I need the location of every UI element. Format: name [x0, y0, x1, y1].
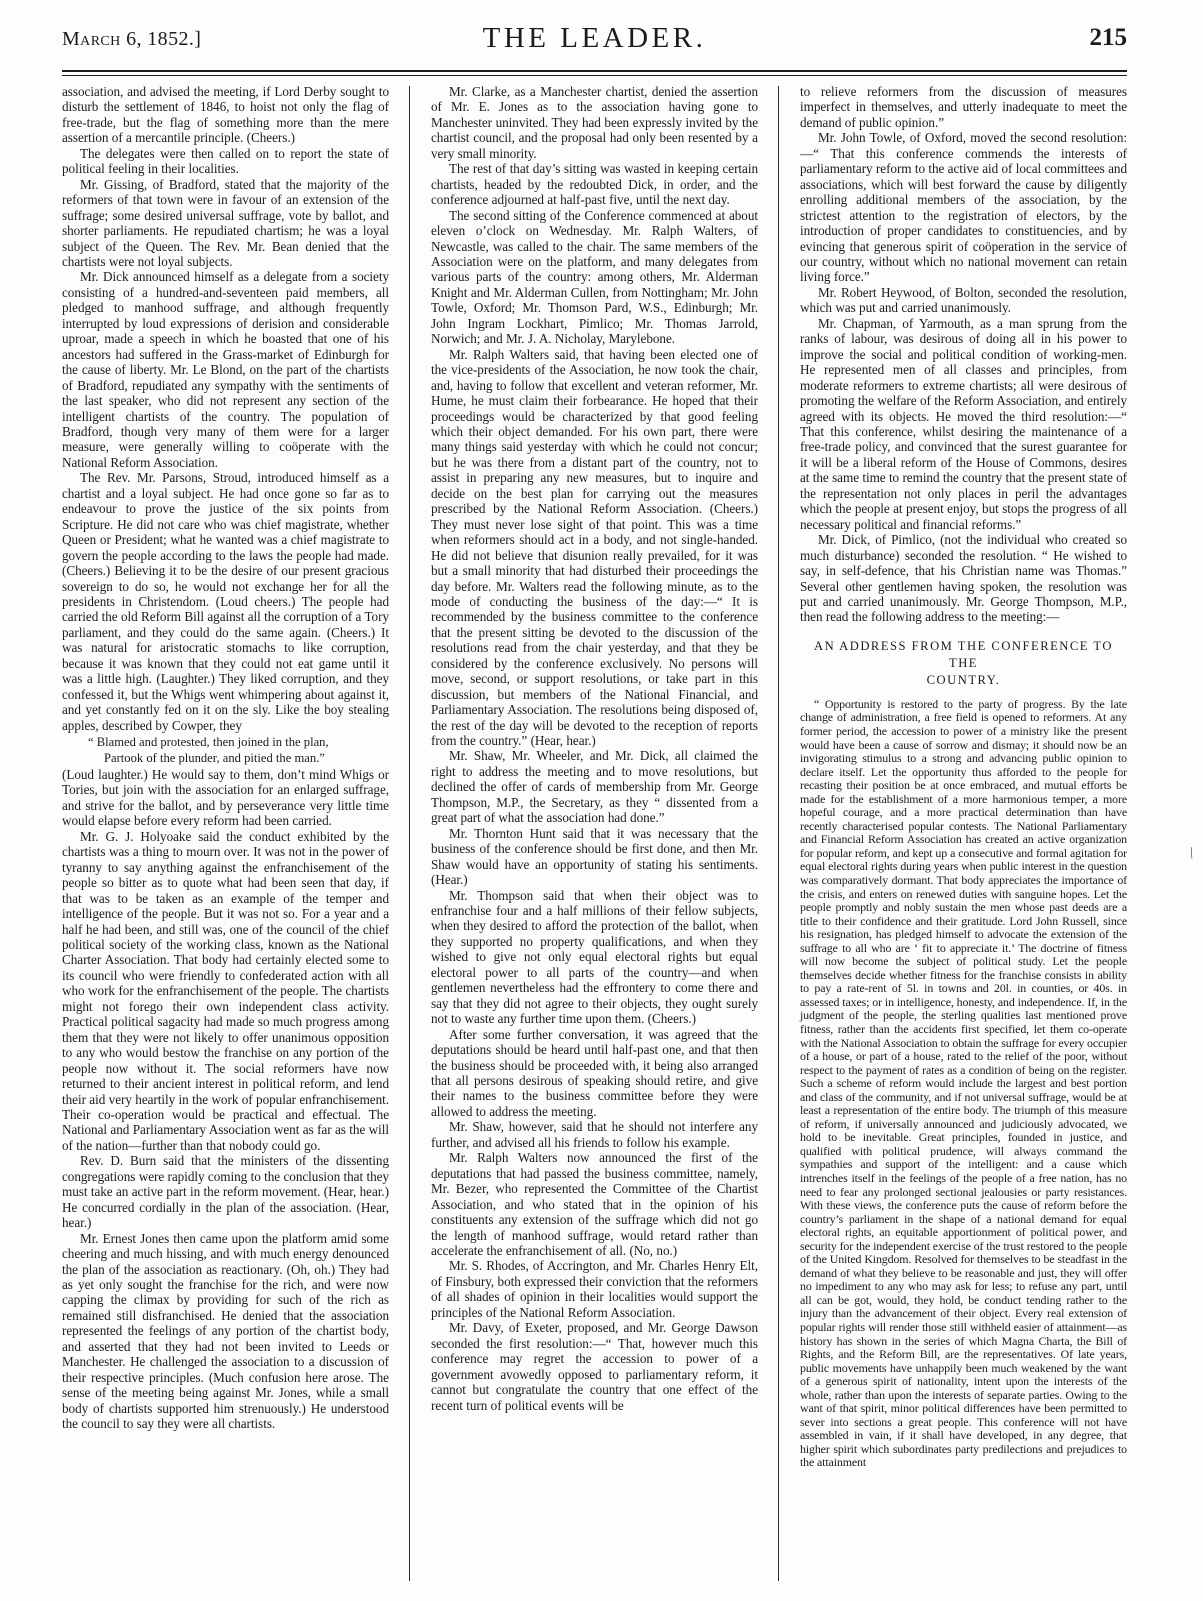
text-column-2 [431, 84, 758, 1589]
body-paragraph: Mr. Robert Heywood, of Bolton, seconded the resolution, which was put and carried unanimously. [800, 284, 1127, 316]
body-paragraph: The second sitting of the Conference commenced at about eleven o’clock on Wednesday. Mr. Ralph Walters, of Newcastle, was called to the chair. The same members of the Association were on the platform, and many delegates from various parts of the country: among others, Mr. Alderman Knight and Mr. Alderman Cullen, from Nottingham; Mr. John Towle, Oxford; Mr. Thomson Pard, W.S., Edinburgh; Mr. John Ingram Lockhart, Pimlico; Mr. Thomas Jarrold, Norwich; and Mr. J. A. Nicholay, Marylebone. [431, 207, 758, 347]
text-column-3 [800, 84, 1127, 1589]
body-paragraph: Mr. Dick announced himself as a delegate from a society consisting of a hundred-and-seventeen paid members, all pledged to manhood suffrage, and although frequently interrupted by loud expressions of derision and considerable uproar, made a speech in which he boasted that one of his ancestors had suffered in the Grass-market of Edinburgh for the cause of liberty. Mr. Le Blond, on the part of the chartists of Bradford, repudiated any sympathy with the sentiments of the last speaker, who did not represent any section of the intelligent chartists of the country. The population of Bradford, though very many of them were for a larger measure, were generally willing to coöperate with the National Reform Association. [62, 269, 389, 470]
body-paragraph: Mr. Shaw, Mr. Wheeler, and Mr. Dick, all claimed the right to address the meeting and to move resolutions, but declined the offer of cards of membership from Mr. George Thompson, M.P., the Secretary, as they “ dissented from a great part of what the association had done.” [431, 748, 758, 826]
address-paragraph: “ Opportunity is restored to the party of progress. By the late change of administration, a free field is opened to reformers. At any former period, the accession to power of a ministry like the present would have been a cause of sorrow and dismay; it should now be an invigorating stimulus to a strong and advancing public opinion to declare itself. Let the opportunity thus afforded to the people for recasting their position be at once embraced, and mutual efforts be made for the establishment of a more harmonious temper, a more hopeful courage, and a more practical determination than have recently characterised popular contests. The National Parliamentary and Financial Reform Association has created an active organization for popular reform, and kept up a consecutive and formal agitation for equal electoral rights during years when public interest in the question was comparatively dormant. That body appreciates the importance of the crisis, and enters on renewed duties with sanguine hopes. Let the people promptly and nobly sustain the men whose past deeds are a title to their confidence and their gratitude. Lord John Russell, since his resignation, has pledged himself to advocate the extension of the suffrage to all who are ‘ fit to appreciate it.’ The doctrine of fitness will now become the subject of political study. Let the people themselves decide whether fitness for the franchise consists in ability to pay a rate-rent of 5l. in towns and 20l. in counties, or 40s. in assessed taxes; or in intelligence, honesty, and independence. If, in the judgment of the people, the sterling qualities last mentioned prove fitness, rather than the accidents first specified, let them co-operate with the National Association to obtain the suffrage for every occupier of a house, or part of a house, rated to the relief of the poor, without respect to the payment of rates as a condition of being on the register. Such a scheme of reform would include the largest and best portion and class of the community, and if not universal suffrage, would be at least a representation of the entire body. The triumph of this measure of reform, if universally announced and judiciously advocated, we hold to be inevitable. Great principles, founded in justice, and qualified with political prudence, will always command the sympathies and support of the intelligent: and a cause which intrenches itself in the feelings of the people of a free nation, has no need to fear any prolonged sectional jealousies or party resistances. With these views, the conference puts the cause of reform before the country’s parliament in the shape of a national demand for equal electoral rights, an equitable apportionment of political power, and security for the independent exercise of the trust restored to the people of the United Kingdom. Resolved for themselves to be steadfast in the demand of what they believe to be reasonable and just, they will offer no impediment to any who may ask for less; to refuse any part, until all can be got, would, they hold, be conduct tending rather to the injury than the advancement of their object. Every real extension of popular rights will render those still withheld easier of attainment—as history has shown in the series of which Magna Charta, the Bill of Rights, and the Reform Bill, are the representatives. Of late years, public movements have unhappily been much weakened by the want of a generous spirit of nationality, intent upon the interests of the whole, rather than upon the interests of separate parties. Owing to the want of that spirit, minor political differences have been permitted to sever into sections a great people. This conference will not have assembled in vain, if it shall have developed, in any degree, that higher spirit which subordinates party predilections and prejudices to the attainment [800, 696, 1127, 1470]
continued-paragraph: association, and advised the meeting, if Lord Derby sought to disturb the settlement of 1846, to hoist not only the flag of free-trade, but the flag of something more than the mere assertion of a mercantile principle. (Cheers.) [62, 84, 389, 146]
verse-quotation [62, 734, 389, 766]
body-paragraph: Mr. Thompson said that when their object was to enfranchise four and a half millions of their fellow subjects, when they desired to afford the protection of the ballot, when they supported no property qualifications, and when they wished to give not only equal electoral rights but equal electoral power to all parts of the country—and when gentlemen nevertheless had the effrontery to come there and say that they did not agree to their objects, they ought surely not to waste any further time upon them. (Cheers.) [431, 887, 758, 1027]
text-column-1 [62, 84, 389, 1589]
column-container [62, 84, 1127, 1589]
body-paragraph: Mr. Clarke, as a Manchester chartist, denied the assertion of Mr. E. Jones as to the association having gone to Manchester uninvited. They had been expressly invited by the chartist council, and the proposal had only been resented by a very small minority. [431, 84, 758, 161]
continued-paragraph: (Loud laughter.) He would say to them, don’t mind Whigs or Tories, but join with the association for an enlarged suffrage, and strive for the ballot, and by perseverance very little time would elapse before every reform had been carried. [62, 767, 389, 829]
verse-line: “ Blamed and protested, then joined in the plan, [88, 735, 329, 750]
column-divider-2 [758, 84, 800, 1589]
body-paragraph: After some further conversation, it was agreed that the deputations should be heard until half-past one, and that then the business should be proceeded with, it being also arranged that all persons desirous of speaking should retire, and give their names to the business committee before they were allowed to address the meeting. [431, 1026, 758, 1119]
section-heading-line-1: AN ADDRESS FROM THE CONFERENCE TO THE [814, 638, 1113, 670]
body-paragraph: Mr. G. J. Holyoake said the conduct exhibited by the chartists was a thing to mourn over. It was not in the power of tyranny to say anything against the enfranchisement of the people so bitter as to quote what had been seen that day, if that was to be taken as an example of the temper and intelligence of the people. But it was not so. For a year and a half he had been, and still was, one of the council of the chief political society of the working class, known as the National Charter Association. That body had certainly elected some to its council who were friendly to confederated action with all who work for the enfranchisement of the people. The chartists might not forego their own independent class activity. Practical political sagacity had made so much progress among them that they were not likely to offer unanimous opposition to any who would bestow the franchise on any portion of the people now without it. The social reformers have now returned to their ancient interest in political reform, and lend their aid very heartily in the work of popular enfranchisement. Their co-operation would be practical and effectual. The National and Parliamentary Association went as far as the will of the nation—further than that nobody could go. [62, 828, 389, 1153]
masthead-title: THE LEADER. [482, 22, 707, 54]
section-heading-line-2: COUNTRY. [926, 672, 1001, 687]
body-paragraph: Mr. John Towle, of Oxford, moved the second resolution:—“ That this conference commends the interests of parliamentary reform to the active aid of local committees and associations, which will best forward the cause by diligently enrolling additional members of the association, by the strictest attention to the registration of electors, by the introduction of proper candidates to constituencies, and by evincing that generous spirit of coöperation in the service of our country, without which no national movement can retain living force.” [800, 130, 1127, 285]
body-paragraph: The delegates were then called on to report the state of political feeling in their localities. [62, 145, 389, 177]
body-paragraph: Mr. S. Rhodes, of Accrington, and Mr. Charles Henry Elt, of Finsbury, both expressed their conviction that the reformers of all shades of opinion in their localities would support the principles of the National Reform Association. [431, 1258, 758, 1320]
body-paragraph: Mr. Ralph Walters said, that having been elected one of the vice-presidents of the Association, he now took the chair, and, having to follow that excellent and veteran reformer, Mr. Hume, he must claim their forbearance. He hoped that their proceedings would be characterized by that good feeling which their object demanded. For his own part, there were many things said yesterday with which he could not concur; but he was there from a distant part of the country, not to assist in preparing any new measures, but to inquire and decide on the best plan for carrying out the measures prescribed by the National Reform Association. (Cheers.) They must never lose sight of that point. This was a time when reformers should act in a body, and not single-handed. He did not believe that disunion really prevailed, for it was but a small minority that had disturbed their proceedings the day before. Mr. Walters read the following minute, as to the mode of conducting the business of the day:—“ It is recommended by the business committee to the conference that the present sitting be devoted to the discussion of the resolutions read from the chair yesterday, and that they be considered by the conference exclusively. No persons will move, second, or support resolutions, or take part in this discussion, but members of the National Financial, and Parliamentary Association. The resolutions being disposed of, the rest of the day will be devoted to the reception of reports from the country.” (Hear, hear.) [431, 346, 758, 749]
body-paragraph: Mr. Thornton Hunt said that it was necessary that the business of the conference should be first done, and then Mr. Shaw would have an opportunity of stating his sentiments. (Hear.) [431, 825, 758, 888]
body-paragraph: The Rev. Mr. Parsons, Stroud, introduced himself as a chartist and a loyal subject. He had once gone so far as to endeavour to prove the justice of the six points from Scripture. He did not care who was chief magistrate, whether Queen or President; what he wanted was a chief magistrate to govern the people according to the laws the people had made. (Cheers.) Believing it to be the desire of our present gracious sovereign to do so, he would not exchange her for all the presidents in Christendom. (Loud cheers.) The people had carried the old Reform Bill against all the corruption of a Tory parliament, and they could do the same again. (Cheers.) It was natural for aristocratic stomachs to like corruption, because it was known that they could not eat game until it was a little high. (Laughter.) They liked corruption, and they confessed it, but the Whigs went whimpering about against it, and yet constantly fed on it on the sly. Like the boy stealing apples, described by Cowper, they [62, 470, 389, 733]
body-paragraph: Mr. Shaw, however, said that he should not interfere any further, and advised all his friends to follow his example. [431, 1119, 758, 1150]
body-paragraph: Mr. Chapman, of Yarmouth, as a man sprung from the ranks of labour, was desirous of doing all in his power to improve the social and political condition of working-men. He represented men of all classes and principles, from moderate reformers to extreme chartists; all were desirous of promoting the welfare of the Reform Association, and entirely agreed with its objects. He moved the third resolution:—“ That this conference, whilst desiring the maintenance of a free-trade policy, and convinced that the surest guarantee for it will be a liberal reform of the House of Commons, desires at the same time to remind the country that the present state of the representation not only places in peril the advantages which the people at present enjoy, but stops the progress of all necessary political and financial reforms.” [800, 315, 1127, 532]
body-paragraph: Mr. Ralph Walters now announced the first of the deputations that had passed the business committee, namely, Mr. Bezer, who represented the Committee of the Chartist Association, and who stated that in the opinion of his constituents any extension of the suffrage which did not go the length of manhood suffrage, would retard rather than accelerate the enfranchisement of all. (No, no.) [431, 1150, 758, 1258]
page-number: 215 [1089, 24, 1127, 51]
body-paragraph: Rev. D. Burn said that the ministers of the dissenting congregations were rapidly coming to the conclusion that they must take an active part in the reform movement. (Hear, hear.) He concurred cordially in the plan of the association. (Hear, hear.) [62, 1153, 389, 1231]
body-paragraph: Mr. Davy, of Exeter, proposed, and Mr. George Dawson seconded the first resolution:—“ That, however much this conference may regret the accession to power of a government avowedly opposed to parliamentary reform, it cannot but congratulate the country that one effect of the recent turn of political events will be [431, 1320, 758, 1413]
column-divider-1 [389, 84, 431, 1589]
verse-line: Partook of the plunder, and pitied the man.” [104, 751, 325, 766]
masthead [62, 22, 1127, 70]
masthead-rule-thick [62, 70, 1127, 72]
body-paragraph: The rest of that day’s sitting was wasted in keeping certain chartists, headed by the redoubted Dick, in order, and the conference adjourned at half-past five, until the next day. [431, 161, 758, 208]
continued-paragraph: to relieve reformers from the discussion of measures imperfect in themselves, and utterly inadequate to meet the demand of public opinion.” [800, 84, 1127, 130]
body-paragraph: Mr. Dick, of Pimlico, (not the individual who created so much disturbance) seconded the resolution. “ He wished to say, in self-defence, that his Christian name was Thomas.” Several other gentlemen having spoken, the resolution was put and carried unanimously. Mr. George Thompson, M.P., then read the following address to the meeting:— [800, 532, 1127, 625]
stray-pen-mark: \ [1186, 844, 1196, 863]
masthead-date: March 6, 1852.] [62, 28, 202, 50]
address-section-heading [800, 638, 1127, 689]
body-paragraph: Mr. Ernest Jones then came upon the platform amid some cheering and much hissing, and with much energy denounced the plan of the association as reactionary. (Oh, oh.) They had as yet only sought the franchise for the rich, and were now capping the climax by providing for such of the rich as remained still disfranchised. He denied that the association represented the feelings of any portion of the chartist body, and asserted that they had not been invited to Leeds or Manchester. He challenged the association to a discussion of their respective principles. (Much confusion here arose. The sense of the meeting being against Mr. Jones, while a small body of chartists supported him strenuously.) He understood the council to say they were all chartists. [62, 1230, 389, 1432]
masthead-rule-thin [62, 75, 1127, 76]
body-paragraph: Mr. Gissing, of Bradford, stated that the majority of the reformers of that town were in favour of an extension of the suffrage; some desired universal suffrage, vote by ballot, and shorter parliaments. He repudiated chartism; he was a loyal subject of the Queen. The Rev. Mr. Bean denied that the chartists were not loyal subjects. [62, 176, 389, 269]
